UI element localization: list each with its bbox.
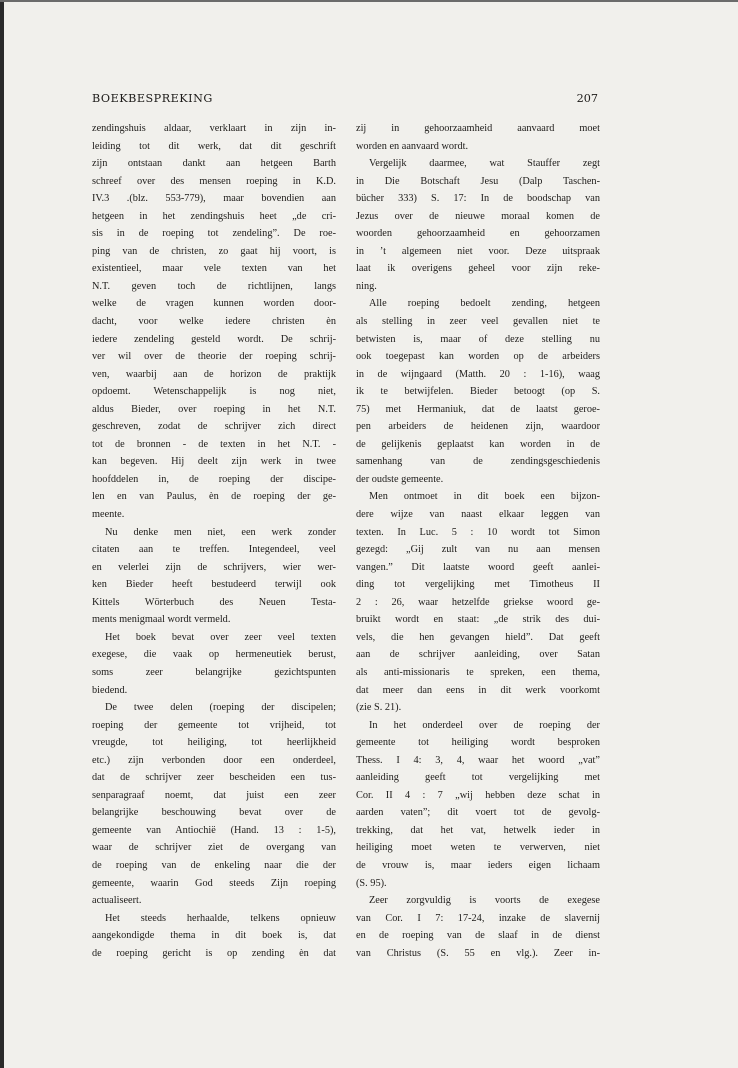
text-line: van Cor. I 7: 17-24, inzake de slavernij [356,912,600,924]
text-line: als stelling in zeer veel gevallen niet te [356,316,600,328]
text-line: sis in de roeping tot zendeling”. De roe- [92,228,336,240]
left-column [92,120,336,962]
text-line: ven, waarbij aan de horizon de praktijk [92,368,336,380]
scan-edge-left [0,0,4,1068]
text-line: ping van de christen, zo gaat hij voort, is [92,245,336,257]
text-line: kan begeven. Hij deelt zijn werk in twee [92,456,336,468]
text-line: schreef over des mensen roeping in K.D. [92,175,336,187]
text-line: roeping der gemeente tot vrijheid, tot [92,719,336,731]
text-line: vels, die hen gevangen hield”. Dat geeft [356,631,600,643]
text-line: ding tot vergelijking met Timotheus II [356,579,600,591]
text-line: bruikt wordt en staat: „de strik des dui- [356,614,600,626]
text-line: biedend. [92,684,128,696]
text-line: van Christus (S. 55 en vlg.). Zeer in- [356,947,600,959]
text-line: en de roeping van de slaaf in de dienst [356,930,600,942]
text-line: Thess. I 4: 3, 4, waar het woord „vat” [356,754,600,766]
text-line: waar de schrijver ziet de overgang van [92,842,336,854]
text-line: senparagraaf noemt, dat juist een zeer [92,789,336,801]
text-line: Jezus over de nieuwe moraal komen de [356,210,600,222]
text-line: meente. [92,509,125,521]
text-line: Nu denke men niet, een werk zonder [105,526,336,538]
text-line: ken Bieder heeft bestudeerd terwijl ook [92,579,336,591]
text-line: Het boek bevat over zeer veel texten [105,631,336,643]
text-line: de vrouw is, maar ieders eigen lichaam [356,859,600,871]
text-line: in ’t algemeen niet voor. Deze uitspraak [356,245,600,257]
text-line: 75) met Hermaniuk, dat de laatst geroe- [356,403,600,415]
text-line: als anti-missionaris te spreken, een thema, [356,666,600,678]
text-line: Vergelijk daarmee, wat Stauffer zegt [369,158,600,170]
text-line: heiliging moet weten te verwerven, niet [356,842,600,854]
text-line: in de wijngaard (Matth. 20 : 1-16), waag [356,368,600,380]
text-line: soms zeer belangrijke gezichtspunten [92,666,336,678]
text-line: (zie S. 21). [356,702,402,714]
text-line: opdoemt. Wetenschappelijk is nog niet, [92,386,336,398]
text-line: aarden vaten”; dit voert tot de gevolg- [356,807,600,819]
text-line: 2 : 26, waar hetzelfde griekse woord ge- [356,596,600,608]
text-line: zij in gehoorzaamheid aanvaard moet [356,123,600,134]
text-line: zijn ontstaan dankt aan hetgeen Barth [92,158,336,170]
text-line: len en van Paulus, èn de roeping der ge- [92,491,336,503]
text-line: Cor. II 4 : 7 „wij hebben deze schat in [356,789,600,801]
text-line: Het steeds herhaalde, telkens opnieuw [105,912,336,924]
scan-edge-top [0,0,738,2]
text-line: N.T. geven toch de richtlijnen, langs [92,280,336,292]
text-line: gemeente, waarin God steeds Zijn roeping [92,877,336,889]
text-line: ver wil over de theorie der roeping schrij- [92,351,336,363]
text-line: iedere zendeling gesteld wordt. De schrij- [92,333,336,345]
text-line: De twee delen (roeping der discipelen; [105,702,336,714]
text-line: samenhang van de zendingsgeschiedenis [356,456,600,468]
text-line: dat de schrijver zeer bescheiden een tus- [92,772,336,784]
text-line: welke de vragen kunnen worden door- [92,298,336,310]
text-line: hoofddelen in, de roeping der discipe- [92,473,336,485]
text-line: bücher 333) S. 17: In de boodschap van [356,193,600,205]
text-line: belangrijke beschouwing bevat over de [92,807,336,819]
text-line: in Die Botschaft Jesu (Dalp Taschen- [356,175,600,187]
text-line: citaten aan te treffen. Integendeel, veel [92,544,336,556]
text-line: laat ik overigens geheel voor zijn reke- [356,263,600,275]
text-line: aldus Bieder, over roeping in het N.T. [92,403,336,415]
text-line: exegese, die vaak op hermeneutiek berust, [92,649,336,661]
running-title: BOEKBESPREKING [92,91,213,105]
text-line: aan de schrijver aanleiding, over Satan [356,649,600,661]
running-header [92,91,598,105]
text-line: (S. 95). [356,877,387,889]
text-line: aanleiding geeft tot vergelijking met [356,772,600,784]
text-line: woorden gehoorzaamheid en gehoorzamen [356,228,600,240]
text-line: dere wijze van naast elkaar leggen van [356,509,600,521]
text-line: ook toegepast kan worden op de arbeiders [356,351,600,363]
text-line: Alle roeping bedoelt zending, hetgeen [369,298,600,310]
text-line: ments menigmaal wordt vermeld. [92,614,231,626]
text-line: ik te betwijfelen. Bieder betoogt (op S. [356,386,600,398]
text-line: vangen.” Dit laatste woord geeft aanlei- [356,561,600,573]
text-line: etc.) zijn verbonden door een onderdeel, [92,754,336,766]
page-number: 207 [576,91,598,105]
text-line: zendingshuis aldaar, verklaart in zijn in- [92,123,336,134]
text-line: actualiseert. [92,895,142,907]
text-line: Zeer zorgvuldig is voorts de exegese [369,895,600,907]
text-line: texten. In Luc. 5 : 10 wordt tot Simon [356,526,600,538]
text-line: geschreven, zodat de schrijver zich direct [92,421,336,433]
text-line: vreugde, tot heiliging, tot heerlijkheid [92,737,336,749]
text-line: pen arbeiders de heidenen zijn, waardoor [356,421,600,433]
text-line: hetgeen in het zendingshuis heet „de cri- [92,210,336,222]
text-line: In het onderdeel over de roeping der [369,719,600,731]
text-line: tot de bronnen - de texten in het N.T. - [92,438,336,450]
text-line: gezegd: „Gij zult van nu aan mensen [356,544,600,556]
text-line: existentieel, maar vele texten van het [92,263,336,275]
text-line: de gelijkenis geplaatst kan worden in de [356,438,600,450]
text-line: ning. [356,280,377,292]
text-line: worden en aanvaard wordt. [356,140,469,152]
text-line: trekking, dat het vat, hetwelk ieder in [356,824,600,836]
text-line: IV.3 .(blz. 553-779), maar bovendien aan [92,193,336,205]
text-line: aangekondigde thema in dit boek is, dat [92,930,336,942]
text-line: en velerlei zijn de schrijvers, wier wer- [92,561,336,573]
text-line: de roeping van de enkeling naar die der [92,859,336,871]
text-line: leiding tot dit werk, dat dit geschrift [92,140,336,152]
text-line: Kittels Wörterbuch des Neuen Testa- [92,596,336,608]
text-line: gemeente tot heiliging wordt besproken [356,737,600,749]
text-line: dacht, voor welke iedere christen èn [92,316,336,328]
text-line: Men ontmoet in dit boek een bijzon- [369,491,600,503]
text-line: dat meer dan eens in dit werk voorkomt [356,684,600,696]
text-line: der oudste gemeente. [356,473,444,485]
text-line: gemeente van Antiochië (Hand. 13 : 1-5), [92,824,336,836]
right-column [356,120,600,962]
text-line: betwisten is, maar of deze stelling nu [356,333,600,345]
text-line: de roeping gericht is op zending èn dat [92,947,336,959]
